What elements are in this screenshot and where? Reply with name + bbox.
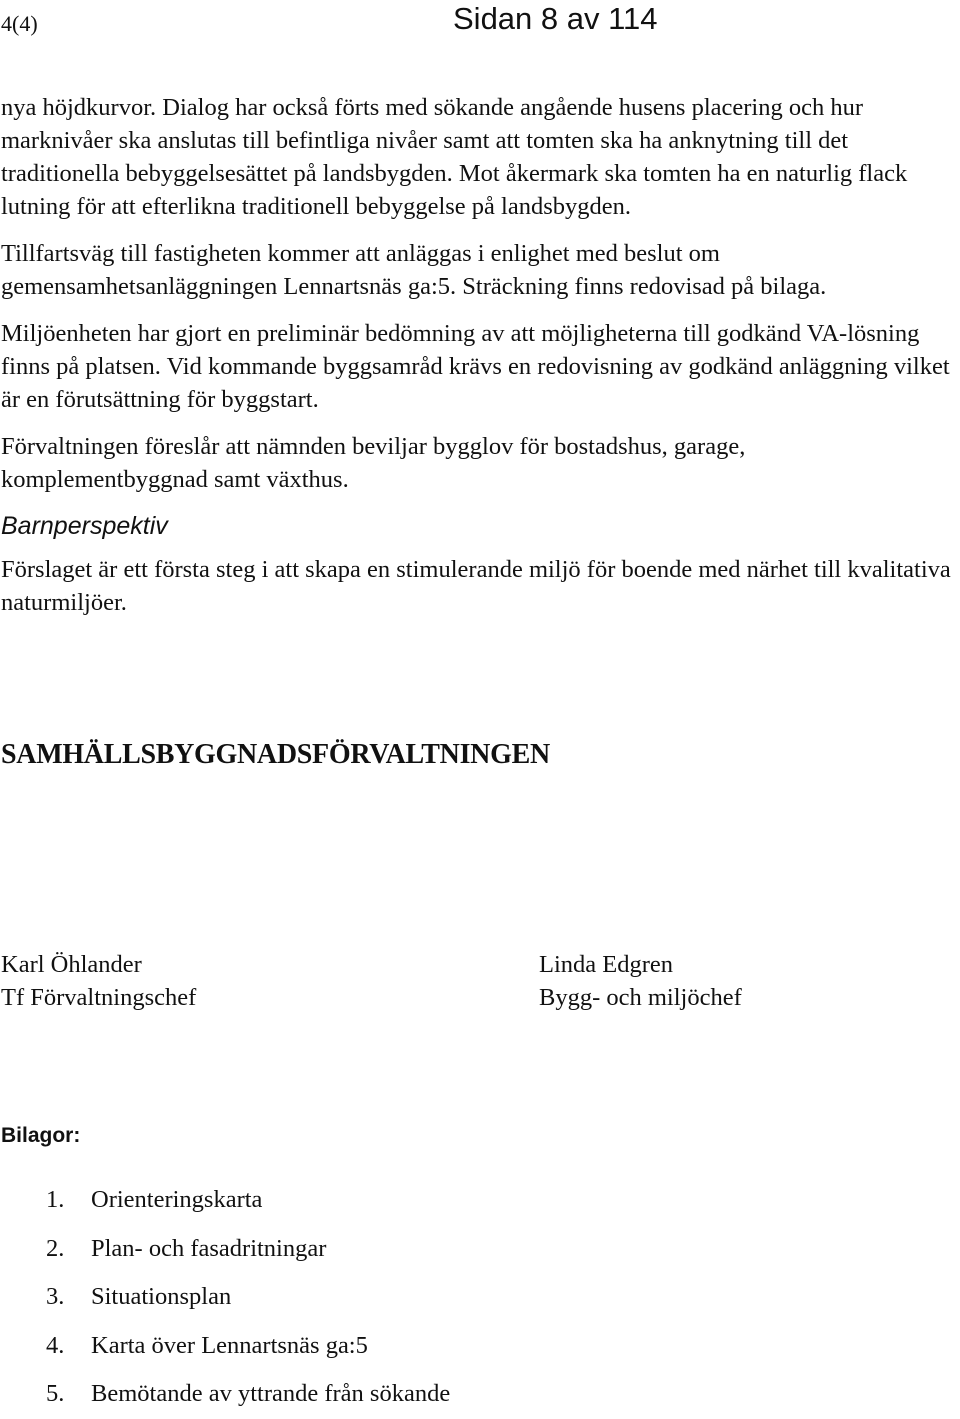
list-item-number: 2. [46,1234,65,1262]
page-counter: Sidan 8 av 114 [453,1,658,36]
paragraph: Tillfartsväg till fastigheten kommer att anläggas i enlighet med beslut om gemensamhetsanläggningen Lennartsnäs ga:5. Sträckning finns redovisad på bilaga. [1,240,827,300]
list-item-number: 4. [46,1331,65,1359]
list-item-number: 5. [46,1380,65,1407]
list-item-label: Plan- och fasadritningar [91,1234,327,1262]
list-item [46,1176,450,1225]
attachments-heading: Bilagor: [1,1124,81,1147]
attachments-list [46,1176,450,1419]
document-body [1,91,953,633]
list-item-number: 1. [46,1186,65,1213]
list-item [46,1225,450,1274]
list-item [46,1273,450,1322]
signatory-title: Bygg- och miljöchef [539,984,742,1011]
paragraph: Miljöenheten har gjort en preliminär bedömning av att möjligheterna till godkänd VA-lösning finns på platsen. Vid kommande byggsamråd krävs en redovisning av godkänd anläggning vilket är en förutsättning för byggstart. [1,320,950,413]
list-item-label: Situationsplan [91,1283,232,1310]
signatory-title: Tf Förvaltningschef [1,984,197,1011]
list-item-label: Orienteringskarta [91,1186,263,1213]
list-item [46,1322,450,1371]
list-item-label: Karta över Lennartsnäs ga:5 [91,1331,368,1359]
signatory-name: Linda Edgren [539,951,674,978]
signatory-name: Karl Öhlander [1,951,142,978]
list-item [46,1370,450,1419]
paragraph: Förvaltningen föreslår att nämnden beviljar bygglov för bostadshus, garage, komplementbyggnad samt växthus. [1,433,746,493]
list-item-label: Bemötande av yttrande från sökande [91,1380,451,1407]
organization-name: SAMHÄLLSBYGGNADSFÖRVALTNINGEN [1,739,550,770]
paragraph-child-perspective: Förslaget är ett första steg i att skapa en stimulerande miljö för boende med närhet till kvalitativa naturmiljöer. [1,556,951,616]
page-number: 4(4) [1,11,38,36]
paragraph: nya höjdkurvor. Dialog har också förts med sökande angående husens placering och hur marknivåer ska anslutas till befintliga nivåer samt att tomten ska ha anknytning till det traditionella bebyggelsesättet på landsbygden. Mot åkermark ska tomten ha en naturlig flack lutning för att efterlikna traditionell bebyggelse på landsbygden. [1,94,908,220]
list-item-number: 3. [46,1283,65,1310]
section-heading-child-perspective: Barnperspektiv [1,512,168,540]
signatory [1,948,196,1014]
signatory [539,948,742,1014]
